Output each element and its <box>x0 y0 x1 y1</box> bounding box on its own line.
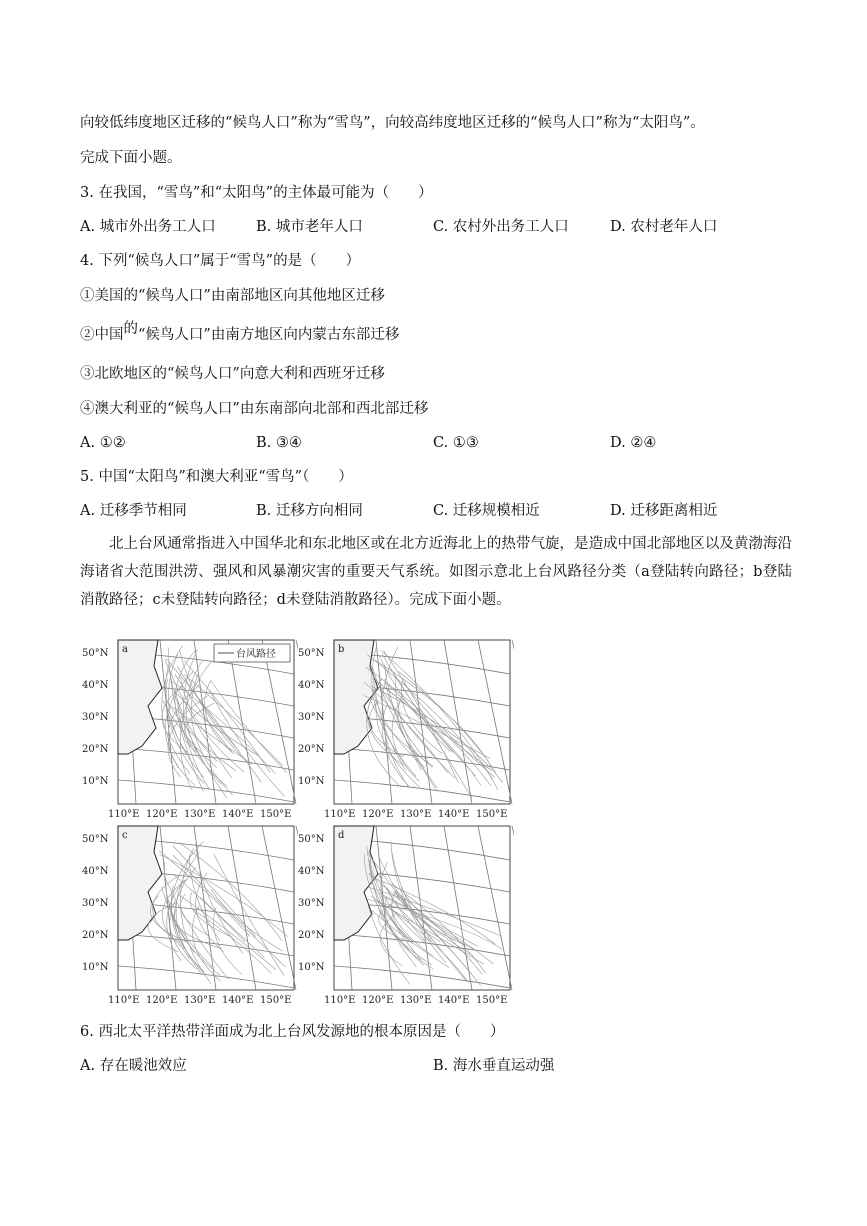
map-panel-a <box>80 636 298 821</box>
lon-label: 110°E <box>108 809 140 820</box>
legend-label: 台风路径 <box>236 649 276 660</box>
q5-option-c[interactable]: C. 迁移规模相近 <box>433 503 540 519</box>
lon-label: 150°E <box>260 809 292 820</box>
lon-label: 120°E <box>146 809 178 820</box>
intro-line-2: 完成下面小题。 <box>80 150 182 166</box>
lon-label: 120°E <box>362 995 394 1006</box>
lat-label: 30°N <box>82 712 109 723</box>
typhoon-passage: 北上台风通常指进入中国华北和东北地区或在北方近海北上的热带气旋，是造成中国北部地区以及黄渤海沿海诸省大范围洪涝、强风和风暴潮灾害的重要天气系统。如图示意北上台风路径分类（a登陆转向路径；b登陆消散路径；c未登陆转向路径；d未登陆消散路径）。完成下面小题。 <box>80 536 792 608</box>
q4-item-3: ③北欧地区的“候鸟人口”向意大利和西班牙迁移 <box>80 366 385 382</box>
map-panel-d <box>296 822 514 1007</box>
lon-label: 140°E <box>438 995 470 1006</box>
lat-label: 50°N <box>82 834 109 845</box>
lat-label: 10°N <box>298 776 325 787</box>
lon-label: 110°E <box>324 809 356 820</box>
q3-option-a[interactable]: A. 城市外出务工人口 <box>80 219 216 235</box>
map-panel-letter: c <box>122 830 128 841</box>
lat-label: 50°N <box>82 648 109 659</box>
q4-item-2-start: ②中国 <box>80 327 124 343</box>
q4-item-2-raised: 的 <box>123 321 138 337</box>
q6-option-a[interactable]: A. 存在暖池效应 <box>80 1058 187 1074</box>
lat-label: 30°N <box>82 898 109 909</box>
lon-label: 130°E <box>184 809 216 820</box>
lat-label: 20°N <box>298 930 325 941</box>
q3-stem: 3. 在我国，“雪鸟”和“太阳鸟”的主体最可能为（ ） <box>80 185 433 201</box>
q4-item-1: ①美国的“候鸟人口”由南部地区向其他地区迁移 <box>80 288 385 304</box>
map-panel-letter: d <box>338 830 345 841</box>
lon-label: 140°E <box>438 809 470 820</box>
q5-option-a[interactable]: A. 迁移季节相同 <box>80 503 187 519</box>
lat-label: 40°N <box>82 680 109 691</box>
q4-option-c[interactable]: C. ①③ <box>433 435 479 451</box>
q4-stem: 4. 下列“候鸟人口”属于“雪鸟”的是（ ） <box>80 253 361 269</box>
q3-option-b[interactable]: B. 城市老年人口 <box>256 219 363 235</box>
q6-stem: 6. 西北太平洋热带洋面成为北上台风发源地的根本原因是（ ） <box>80 1024 505 1040</box>
lon-label: 130°E <box>400 995 432 1006</box>
map-panel-letter: a <box>122 644 128 655</box>
q4-item-2 <box>80 321 400 345</box>
lat-label: 50°N <box>298 834 325 845</box>
lat-label: 50°N <box>298 648 325 659</box>
q4-item-2-rest: “候鸟人口”由南方地区向内蒙古东部迁移 <box>138 327 400 343</box>
q5-stem: 5. 中国“太阳鸟”和澳大利亚“雪鸟”（ ） <box>80 469 353 485</box>
q3-option-d[interactable]: D. 农村老年人口 <box>610 219 718 235</box>
lat-label: 20°N <box>82 930 109 941</box>
intro-line-1: 向较低纬度地区迁移的“候鸟人口”称为“雪鸟”，向较高纬度地区迁移的“候鸟人口”称为“太阳鸟”。 <box>80 115 705 131</box>
q4-item-4: ④澳大利亚的“候鸟人口”由东南部向北部和西北部迁移 <box>80 401 429 417</box>
map-panel-letter: b <box>338 644 345 655</box>
lon-label: 150°E <box>476 809 508 820</box>
lon-label: 130°E <box>184 995 216 1006</box>
q4-option-a[interactable]: A. ①② <box>80 435 126 451</box>
q5-option-b[interactable]: B. 迁移方向相同 <box>256 503 363 519</box>
lat-label: 10°N <box>82 962 109 973</box>
lon-label: 110°E <box>108 995 140 1006</box>
q4-option-d[interactable]: D. ②④ <box>610 435 657 451</box>
lat-label: 20°N <box>298 744 325 755</box>
lon-label: 120°E <box>146 995 178 1006</box>
map-panel-c <box>80 822 298 1007</box>
lat-label: 30°N <box>298 712 325 723</box>
lat-label: 10°N <box>298 962 325 973</box>
lon-label: 140°E <box>222 995 254 1006</box>
q3-option-c[interactable]: C. 农村外出务工人口 <box>433 219 569 235</box>
lon-label: 150°E <box>476 995 508 1006</box>
q4-option-b[interactable]: B. ③④ <box>256 435 302 451</box>
lat-label: 40°N <box>298 866 325 877</box>
lat-label: 40°N <box>82 866 109 877</box>
lon-label: 130°E <box>400 809 432 820</box>
lat-label: 40°N <box>298 680 325 691</box>
map-panel-b <box>296 636 514 821</box>
lon-label: 140°E <box>222 809 254 820</box>
lon-label: 150°E <box>260 995 292 1006</box>
lat-label: 20°N <box>82 744 109 755</box>
lat-label: 10°N <box>82 776 109 787</box>
q5-option-d[interactable]: D. 迁移距离相近 <box>610 503 718 519</box>
q6-option-b[interactable]: B. 海水垂直运动强 <box>433 1058 555 1074</box>
lon-label: 110°E <box>324 995 356 1006</box>
lon-label: 120°E <box>362 809 394 820</box>
lat-label: 30°N <box>298 898 325 909</box>
